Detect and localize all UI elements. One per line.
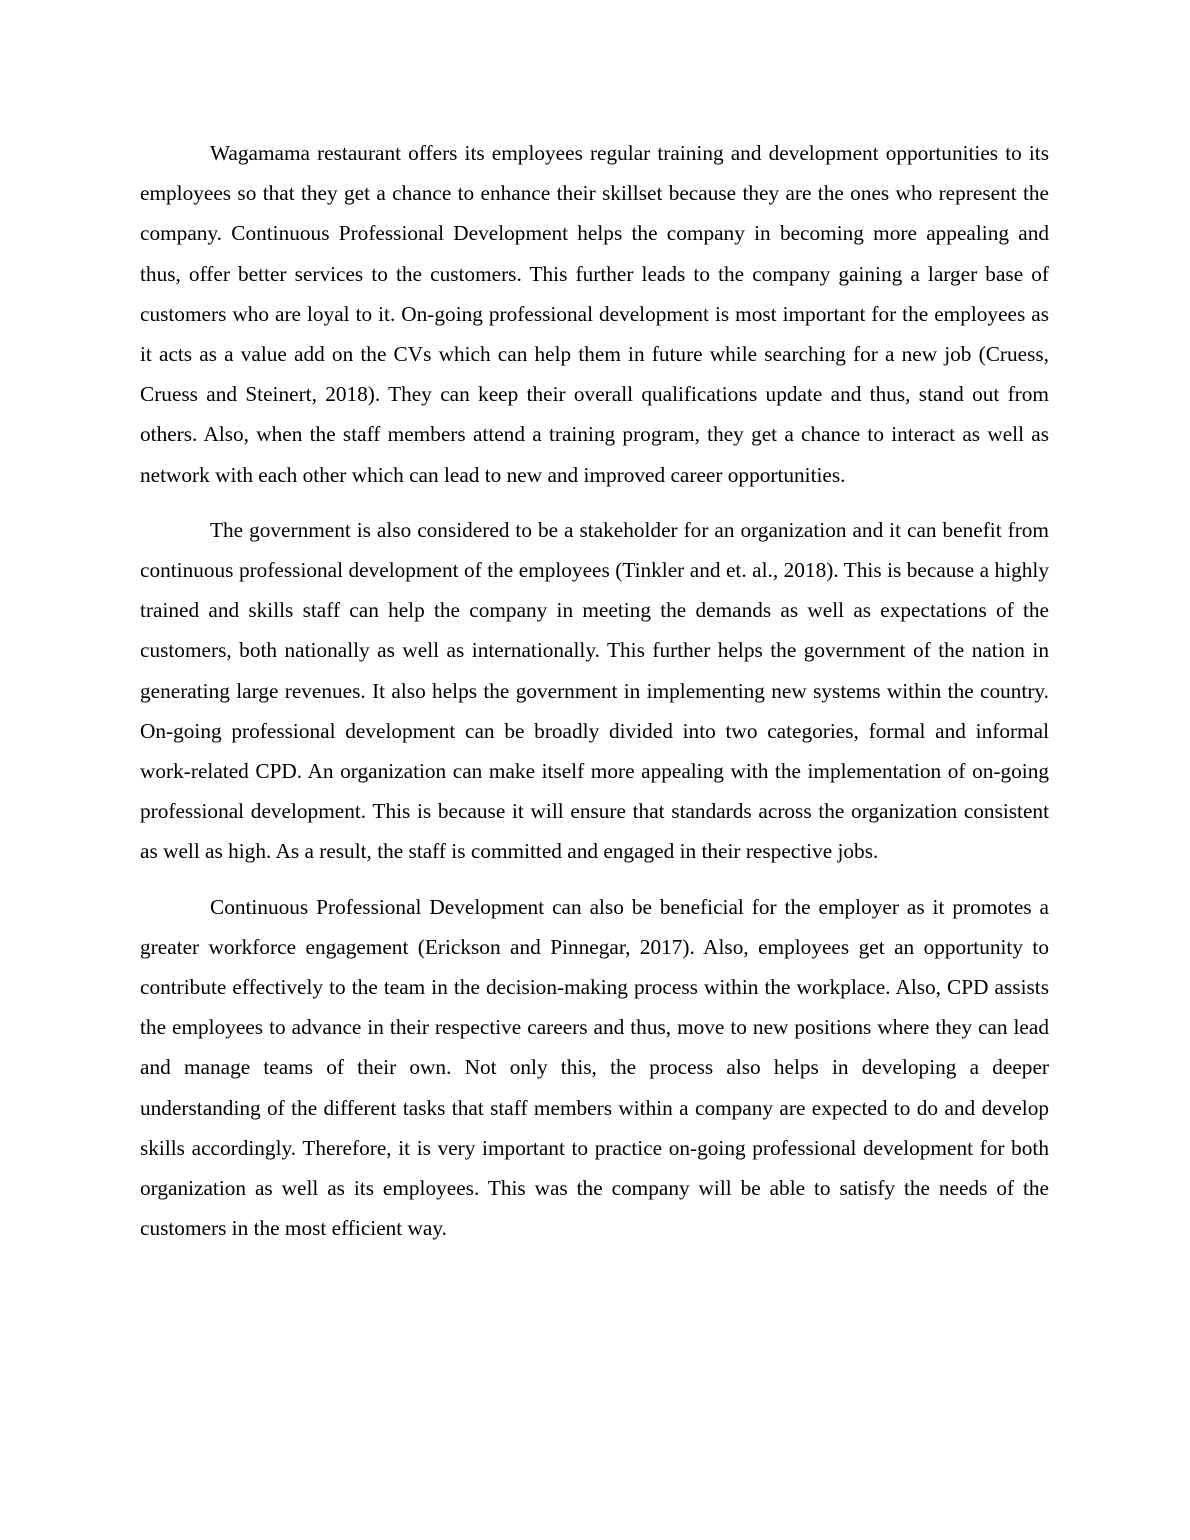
paragraph-training-development: Wagamama restaurant offers its employees regular training and development opportunities to its employees so that they get a chance to enhance their skillset because they are the ones who represent the company. Continuous Professional Development helps the company in becoming more appealing and thus, offer better services to the customers. This further leads to the company gaining a larger base of customers who are loyal to it. On-going professional development is most important for the employees as it acts as a value add on the CVs which can help them in future while searching for a new job (Cruess, Cruess and Steinert, 2018). They can keep their overall qualifications update and thus, stand out from others. Also, when the staff members attend a training program, they get a chance to interact as well as network with each other which can lead to new and improved career opportunities. — [140, 141, 1049, 487]
document-body — [140, 133, 1049, 1263]
paragraph-employer-benefits: Continuous Professional Development can also be beneficial for the employer as it promotes a greater workforce engagement (Erickson and Pinnegar, 2017). Also, employees get an opportunity to contribute effectively to the team in the decision-making process within the workplace. Also, CPD assists the employees to advance in their respective careers and thus, move to new positions where they can lead and manage teams of their own. Not only this, the process also helps in developing a deeper understanding of the different tasks that staff members within a company are expected to do and develop skills accordingly. Therefore, it is very important to practice on-going professional development for both organization as well as its employees. This was the company will be able to satisfy the needs of the customers in the most efficient way. — [140, 894, 1049, 1241]
paragraph-government-stakeholder: The government is also considered to be a stakeholder for an organization and it can benefit from continuous professional development of the employees (Tinkler and et. al., 2018). This is because a highly trained and skills staff can help the company in meeting the demands as well as expectations of the customers, both nationally as well as internationally. This further helps the government of the nation in generating large revenues. It also helps the government in implementing new systems within the country. On-going professional development can be broadly divided into two categories, formal and informal work-related CPD. An organization can make itself more appealing with the implementation of on-going professional development. This is because it will ensure that standards across the organization consistent as well as high. As a result, the staff is committed and engaged in their respective jobs. — [140, 517, 1049, 864]
